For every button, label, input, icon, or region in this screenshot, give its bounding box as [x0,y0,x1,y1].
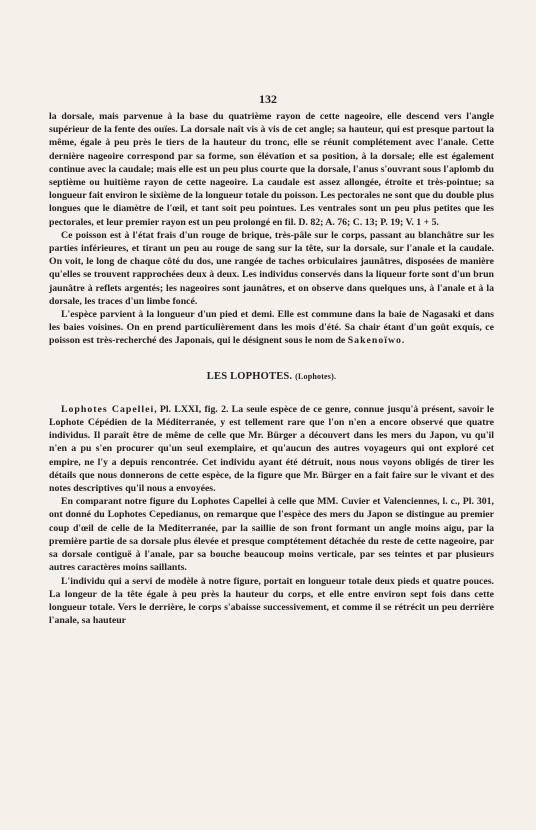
paragraph-distribution [49,308,494,348]
paragraph-species-intro [49,403,494,495]
paragraph-species-intro-text: , Pl. LXXI, fig. 2. La seule espèce de ce genre, connue jusqu'à présent, savoir le Lophote Cépédien de la Méditerranée, y est tellement rare que l'on n'en a encore observé que quatre individus. Il paraît être de même de celle que Mr. Bürger a découvert dans les mers du Japon, vu qu'il n'en a pu s'en procurer qu'un seul exemplaire, et qu'aucun des autres voyageurs qui ont exploré cet empire, ne l'y a depuis rencontrée. Cet individu ayant été détruit, nous nous voyons obligés de tirer les détails que nous donnerons de cette espèce, de la figure que Mr. Bürger en a fait faire sur le vivant et des notes descriptives qu'il nous a envoyées. [49,403,494,495]
japanese-name: Sakenoïwo [347,335,402,347]
paragraph-measurements: L'individu qui a servi de modèle à notre figure, portait en longueur totale deux pieds et quatre pouces. La longeur de la tête égale à peu près la hauteur du corps, et elle entre environ sept fois dans cette longueur totale. Vers le derrière, le corps s'abaisse successivement, et comme il se rétrécit un peu derrière l'anale, sa hauteur [49,575,494,627]
section-title-main: LES LOPHOTES. [206,370,293,382]
section-title-latin: (Lophotes). [295,371,337,381]
section-title [49,370,494,383]
paragraph-coloration: Ce poisson est à l'état frais d'un rouge de brique, très-pâle sur le corps, passant au blanchâtre sur les parties inférieures, et tirant un peu au rouge de sang sur la tête, sur la dorsale, sur l'anale et la caudale. On voit, le long de chaque côté du dos, une rangée de taches orbiculaires jaunâtres, disposées de manière qu'elles se trouvent rapprochées deux à deux. Les individus conservés dans la liqueur forte sont d'un brun jaunâtre à reflets argentés; les nageoires sont jaunâtres, et on observe dans quelques uns, à l'anale et à la dorsale, les traces d'un limbe foncé. [49,229,494,307]
body-text [49,110,494,627]
paragraph-comparison: En comparant notre figure du Lophotes Capellei à celle que MM. Cuvier et Valenciennes, l. c., Pl. 301, ont donné du Lophotes Cepedianus, on remarque que l'espèce des mers du Japon se distingue au premier coup d'œil de celle de la Mediterranée, par la saillie de son front formant un angle moins aigu, par la première partie de sa dorsale plus élevée et presque comptétement détachée du reste de cette nageoire, par sa dorsale contiguë à l'anale, par sa bouche beaucoup moins verticale, par ses teintes et par plusieurs autres caractères moins saillants. [49,496,494,574]
paragraph-distribution-end: . [401,335,405,347]
paragraph-fin-description: la dorsale, mais parvenue à la base du quatrième rayon de cette nageoire, elle descend vers l'angle supérieur de la fente des ouïes. La dorsale naît vis à vis de cet angle; sa hauteur, qui est presque partout la même, égale à peu près le tiers de la hauteur du tronc, elle se réunit complétement avec l'anale. Cette dernière nageoire correspond par sa forme, son élévation et sa position, à la dorsale; elle est également continue avec la caudale; mais elle est un peu plus courte que la dorsale, l'anus s'ouvrant sous l'aplomb du septième ou huitième rayon de cette nageoire. La caudale est assez allongée, étroite et très-pointue; sa longueur fait environ le sixième de la longueur totale du poisson. Les pectorales ne sont que du double plus longues que le diamètre de l'œil, et tant soit peu pointues. Les ventrales sont un peu plus petites que les pectorales, et leur premier rayon est un peu prolongé en fil. D. 82; A. 76; C. 13; P. 19; V. 1 + 5. [49,111,494,228]
paragraph-distribution-text: L'espèce parvient à la longueur d'un pied et demi. Elle est commune dans la baie de Nagasaki et dans les baies voisines. On en prend particulièrement dans les mois d'été. Sa chair étant d'un goût exquis, ce poisson est très-recherché des Japonais, qui le désignent sous le nom de [49,309,494,347]
page-number: 132 [259,92,277,106]
species-name: Lophotes Capellei [61,403,155,415]
